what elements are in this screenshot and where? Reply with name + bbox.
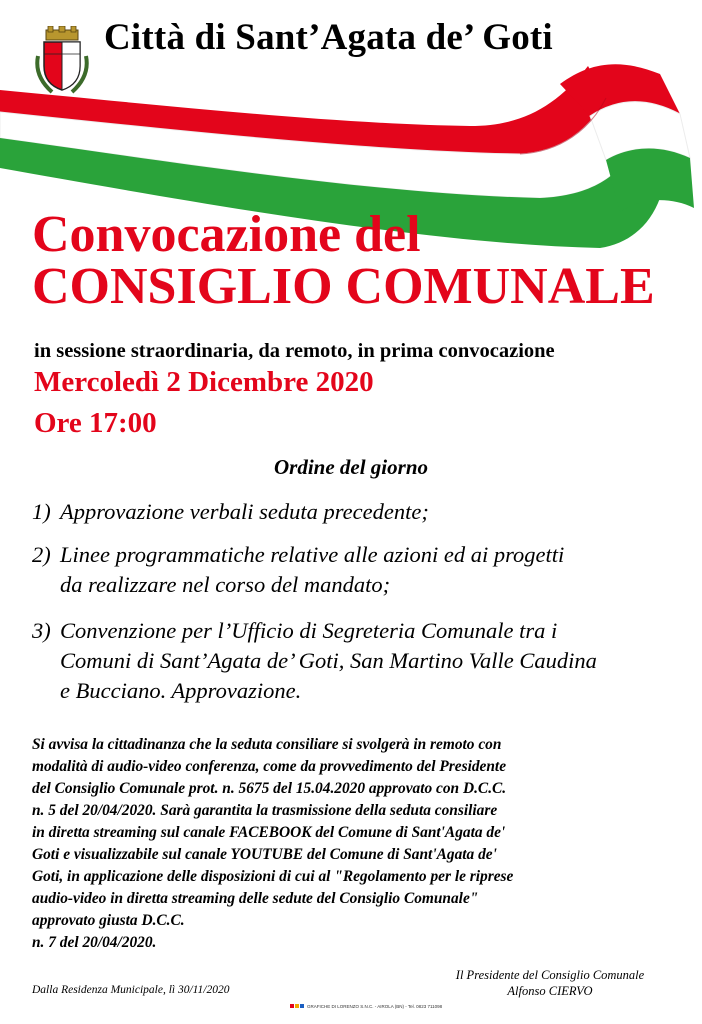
- notice-line: approvato giusta D.C.C.: [32, 912, 185, 929]
- meeting-time: Ore 17:00: [34, 407, 157, 439]
- agenda-item-text: Linee programmatiche relative alle azioni ed ai progetti: [60, 542, 565, 567]
- agenda-item: [32, 616, 682, 706]
- notice-line: Goti, in applicazione delle disposizioni di cui al "Regolamento per le riprese: [32, 868, 514, 885]
- notice-line: Goti e visualizzabile sul canale YOUTUBE del Comune di Sant'Agata de': [32, 846, 497, 863]
- agenda-item-text: Convenzione per l’Ufficio di Segreteria Comunale tra i: [60, 618, 558, 643]
- agenda-item-text: Comuni di Sant’Agata de’ Goti, San Martino Valle Caudina: [60, 648, 597, 673]
- notice-line: n. 5 del 20/04/2020. Sarà garantita la trasmissione della seduta consiliare: [32, 802, 498, 819]
- signature-role: Il Presidente del Consiglio Comunale: [455, 968, 645, 982]
- agenda-item: [32, 497, 682, 527]
- notice-line: modalità di audio-video conferenza, come da provvedimento del Presidente: [32, 758, 507, 775]
- notice-line: del Consiglio Comunale prot. n. 5675 del 15.04.2020 approvato con D.C.C.: [32, 780, 507, 797]
- printer-text: GRAFICHE DI LORENZO S.N.C. - AIROLA (BN) - Tel. 0823 711098: [307, 1004, 443, 1009]
- agenda-item-number: 1): [32, 499, 51, 524]
- title-line-2: CONSIGLIO COMUNALE: [32, 258, 655, 315]
- agenda-heading: Ordine del giorno: [273, 455, 428, 479]
- agenda-item-number: 3): [32, 618, 51, 643]
- title-line-1: Convocazione del: [32, 206, 421, 263]
- agenda-item-text: Approvazione verbali seduta precedente;: [60, 499, 429, 524]
- session-description: in sessione straordinaria, da remoto, in prima convocazione: [34, 340, 555, 362]
- printer-credit: [290, 1004, 442, 1009]
- place-and-date: Dalla Residenza Municipale, lì 30/11/2020: [32, 984, 230, 996]
- city-title: Città di Sant’Agata de’ Goti: [104, 17, 553, 58]
- agenda-item-number: 2): [32, 542, 51, 567]
- signature-name: Alfonso CIERVO: [507, 984, 593, 998]
- notice-line: in diretta streaming sul canale FACEBOOK del Comune di Sant'Agata de': [32, 824, 506, 841]
- agenda-item-text: e Bucciano. Approvazione.: [60, 678, 302, 703]
- notice-line: audio-video in diretta streaming delle sedute del Consiglio Comunale": [32, 890, 479, 907]
- notice-line: Si avvisa la cittadinanza che la seduta consiliare si svolgerà in remoto con: [32, 736, 502, 753]
- agenda-item: [32, 540, 682, 600]
- printer-logo-icon: [290, 1004, 305, 1009]
- agenda-item-text: da realizzare nel corso del mandato;: [60, 572, 391, 597]
- public-notice: [32, 734, 682, 954]
- notice-line: n. 7 del 20/04/2020.: [32, 934, 157, 951]
- meeting-date: Mercoledì 2 Dicembre 2020: [34, 366, 374, 398]
